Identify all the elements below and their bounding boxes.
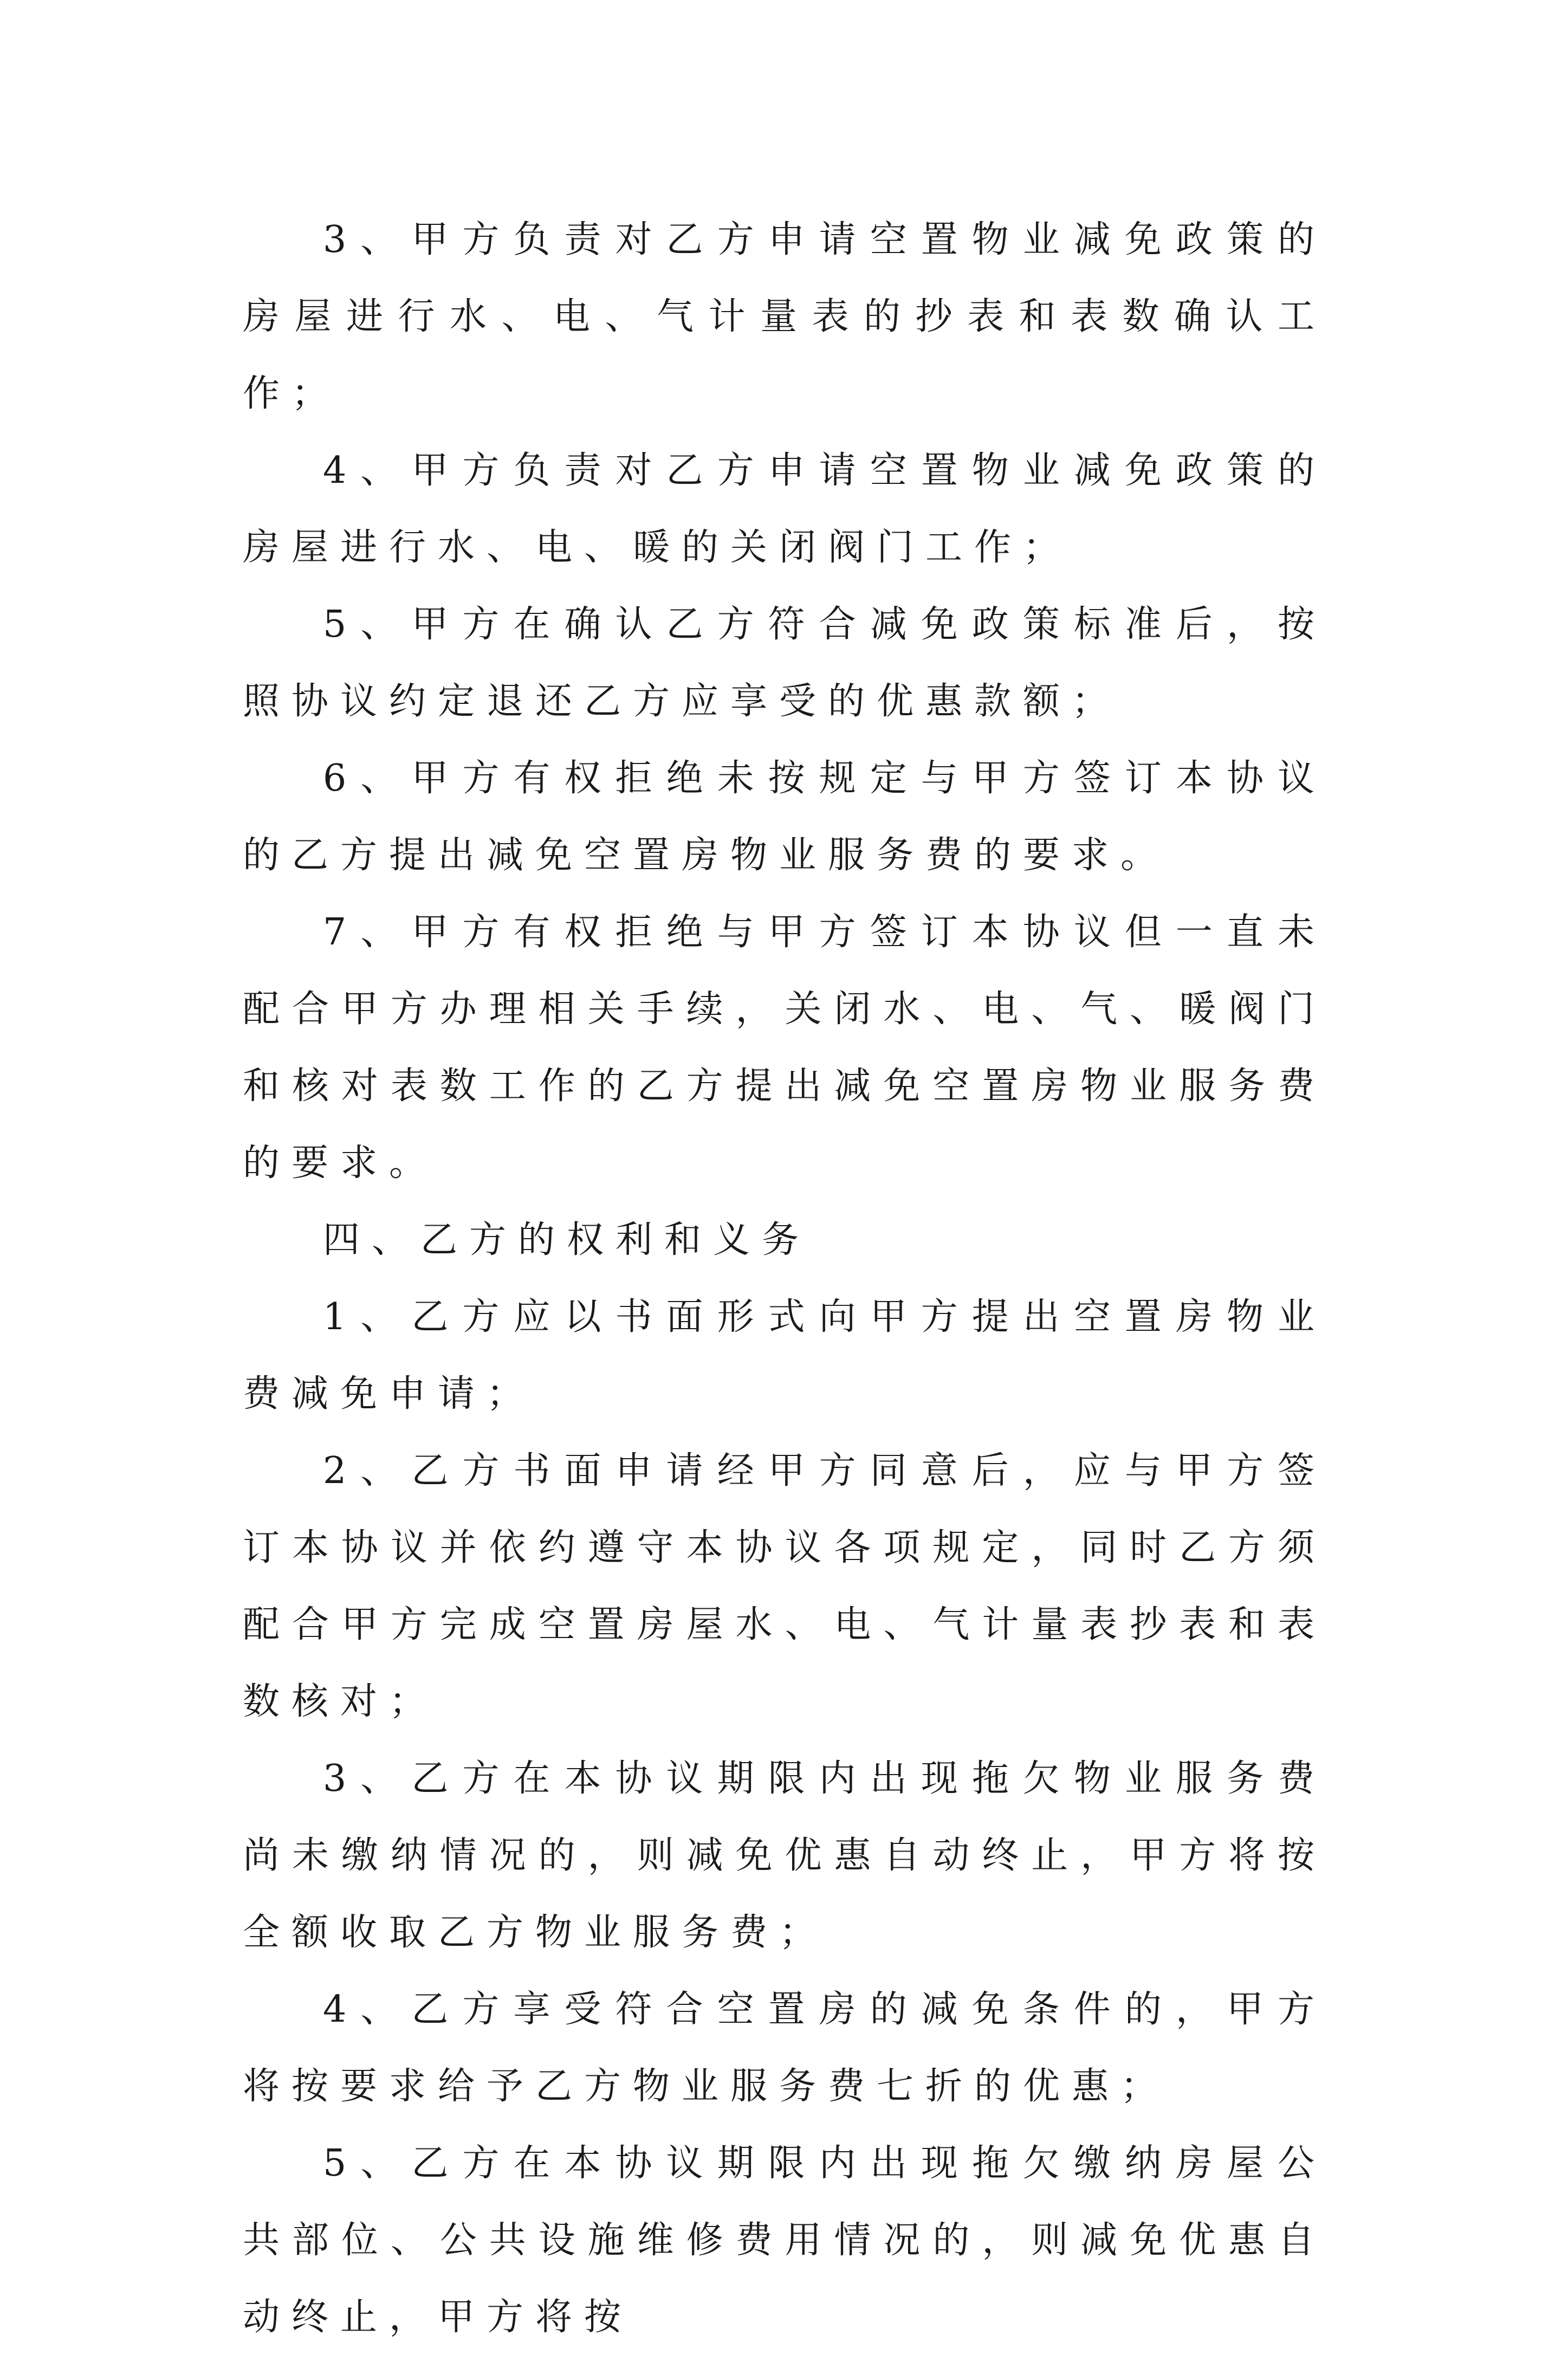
paragraph-party-a-clause-7: 7、甲方有权拒绝与甲方签订本协议但一直未配合甲方办理相关手续，关闭水、电、气、暖阀门和核对表数工作的乙方提出减免空置房物业服务费的要求。 <box>243 911 1326 1185</box>
paragraph-party-b-clause-3: 3、乙方在本协议期限内出现拖欠物业服务费尚未缴纳情况的，则减免优惠自动终止，甲方将按全额收取乙方物业服务费； <box>243 1757 1326 1954</box>
paragraph-party-b-clause-5: 5、乙方在本协议期限内出现拖欠缴纳房屋公共部位、公共设施维修费用情况的，则减免优惠自动终止，甲方将按 <box>243 2142 1326 2339</box>
section-heading-party-b-rights: 四、乙方的权利和义务 <box>323 1219 811 1261</box>
paragraph-party-a-clause-5: 5、甲方在确认乙方符合减免政策标准后，按照协议约定退还乙方应享受的优惠款额； <box>243 603 1326 723</box>
paragraph-party-a-clause-3: 3、甲方负责对乙方申请空置物业减免政策的房屋进行水、电、气计量表的抄表和表数确认工作； <box>243 218 1326 415</box>
paragraph-party-b-clause-1: 1、乙方应以书面形式向甲方提出空置房物业费减免申请； <box>243 1296 1326 1415</box>
document-body <box>243 202 1326 2356</box>
paragraph-party-a-clause-6: 6、甲方有权拒绝未按规定与甲方签订本协议的乙方提出减免空置房物业服务费的要求。 <box>243 757 1326 877</box>
paragraph-party-a-clause-4: 4、甲方负责对乙方申请空置物业减免政策的房屋进行水、电、暖的关闭阀门工作； <box>243 449 1326 569</box>
paragraph-party-b-clause-4: 4、乙方享受符合空置房的减免条件的，甲方将按要求给予乙方物业服务费七折的优惠； <box>243 1988 1326 2108</box>
paragraph-party-b-clause-2: 2、乙方书面申请经甲方同意后，应与甲方签订本协议并依约遵守本协议各项规定，同时乙方须配合甲方完成空置房屋水、电、气计量表抄表和表数核对； <box>243 1449 1326 1723</box>
